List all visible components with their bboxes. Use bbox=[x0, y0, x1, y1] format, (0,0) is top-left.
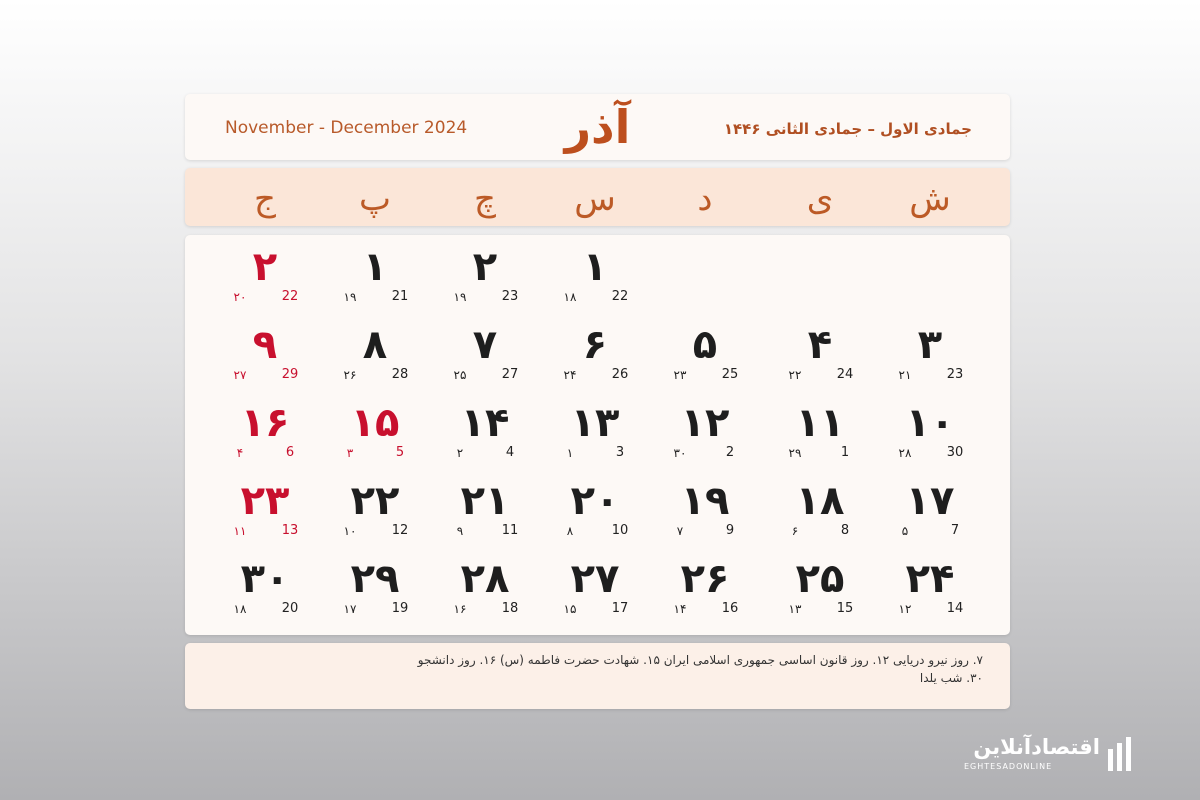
hijri-day-number: ۱۰ bbox=[343, 524, 357, 538]
hijri-day-number: ۱۸ bbox=[563, 290, 577, 304]
hijri-day-number: ۱۹ bbox=[343, 290, 357, 304]
day-cell bbox=[655, 547, 755, 625]
persian-day-number: ۲ bbox=[252, 244, 278, 290]
calendar-day-grid bbox=[185, 235, 1010, 635]
gregorian-day-number: 4 bbox=[505, 445, 515, 460]
gregorian-day-number: 26 bbox=[611, 367, 629, 382]
day-cell bbox=[435, 313, 535, 391]
hijri-day-number: ۲۸ bbox=[898, 446, 912, 460]
logo-bars-icon bbox=[1104, 735, 1148, 775]
day-cell bbox=[880, 469, 980, 547]
gregorian-day-number: 5 bbox=[395, 445, 405, 460]
hijri-day-number: ۱۴ bbox=[673, 602, 687, 616]
day-cell bbox=[655, 469, 755, 547]
gregorian-day-number: 24 bbox=[836, 367, 854, 382]
day-cell bbox=[325, 313, 425, 391]
persian-day-number: ۲۳ bbox=[240, 478, 290, 524]
gregorian-day-number: 10 bbox=[611, 523, 629, 538]
persian-day-number: ۲۲ bbox=[350, 478, 400, 524]
day-cell bbox=[215, 313, 315, 391]
gregorian-month-range: November - December 2024 bbox=[225, 118, 468, 138]
day-cell bbox=[325, 235, 425, 313]
gregorian-day-number: 20 bbox=[281, 601, 299, 616]
hijri-day-number: ۱۸ bbox=[233, 602, 247, 616]
hijri-day-number: ۱۵ bbox=[563, 602, 577, 616]
day-cell bbox=[325, 391, 425, 469]
day-cell bbox=[325, 547, 425, 625]
persian-day-number: ۱۲ bbox=[680, 400, 730, 446]
persian-day-number: ۹ bbox=[252, 322, 278, 368]
day-cell bbox=[545, 235, 645, 313]
hijri-month-range: جمادی الاول – جمادی الثانی ۱۴۴۶ bbox=[723, 120, 972, 138]
persian-day-number: ۷ bbox=[472, 322, 498, 368]
weekday-label: س bbox=[574, 179, 616, 219]
persian-day-number: ۴ bbox=[807, 322, 833, 368]
gregorian-day-number: 29 bbox=[281, 367, 299, 382]
persian-day-number: ۲۴ bbox=[905, 556, 955, 602]
persian-day-number: ۱۵ bbox=[350, 400, 400, 446]
day-cell bbox=[880, 313, 980, 391]
gregorian-day-number: 16 bbox=[721, 601, 739, 616]
hijri-day-number: ۱۱ bbox=[233, 524, 247, 538]
day-cell bbox=[880, 547, 980, 625]
hijri-day-number: ۵ bbox=[901, 524, 909, 538]
weekday-label: ی bbox=[806, 179, 834, 219]
persian-day-number: ۱۸ bbox=[795, 478, 845, 524]
gregorian-day-number: 27 bbox=[501, 367, 519, 382]
day-cell bbox=[770, 391, 870, 469]
holiday-note-line: ۷. روز نیرو دریایی ۱۲. روز قانون اساسی جمهوری اسلامی ایران ۱۵. شهادت حضرت فاطمه (س) ۱۶. روز دانشجو bbox=[417, 653, 983, 667]
persian-day-number: ۲۸ bbox=[460, 556, 510, 602]
day-cell bbox=[545, 547, 645, 625]
holiday-note-line: ۳۰. شب یلدا bbox=[919, 671, 983, 685]
persian-day-number: ۲۷ bbox=[570, 556, 620, 602]
holiday-notes bbox=[185, 643, 1010, 709]
day-cell bbox=[325, 469, 425, 547]
day-cell bbox=[435, 391, 535, 469]
persian-day-number: ۸ bbox=[362, 322, 388, 368]
day-cell bbox=[435, 235, 535, 313]
gregorian-day-number: 9 bbox=[725, 523, 735, 538]
day-cell bbox=[435, 469, 535, 547]
persian-day-number: ۲۹ bbox=[350, 556, 400, 602]
hijri-day-number: ۲۶ bbox=[343, 368, 357, 382]
gregorian-day-number: 12 bbox=[391, 523, 409, 538]
persian-day-number: ۲۱ bbox=[460, 478, 510, 524]
hijri-day-number: ۲۱ bbox=[898, 368, 912, 382]
weekday-label: چ bbox=[474, 179, 496, 219]
hijri-day-number: ۱ bbox=[566, 446, 574, 460]
gregorian-day-number: 21 bbox=[391, 289, 409, 304]
gregorian-day-number: 1 bbox=[840, 445, 850, 460]
gregorian-day-number: 30 bbox=[946, 445, 964, 460]
logo-name-en: EGHTESADONLINE bbox=[964, 762, 1053, 771]
day-cell bbox=[215, 469, 315, 547]
day-cell bbox=[770, 469, 870, 547]
weekday-header-row bbox=[185, 168, 1010, 226]
hijri-day-number: ۷ bbox=[676, 524, 684, 538]
day-cell bbox=[655, 313, 755, 391]
persian-day-number: ۲۵ bbox=[795, 556, 845, 602]
gregorian-day-number: 25 bbox=[721, 367, 739, 382]
hijri-day-number: ۹ bbox=[456, 524, 464, 538]
hijri-day-number: ۴ bbox=[236, 446, 244, 460]
weekday-label: ش bbox=[909, 179, 951, 219]
gregorian-day-number: 7 bbox=[950, 523, 960, 538]
persian-day-number: ۱۶ bbox=[240, 400, 290, 446]
persian-day-number: ۲ bbox=[472, 244, 498, 290]
hijri-day-number: ۱۲ bbox=[898, 602, 912, 616]
hijri-day-number: ۸ bbox=[566, 524, 574, 538]
gregorian-day-number: 28 bbox=[391, 367, 409, 382]
hijri-day-number: ۲ bbox=[456, 446, 464, 460]
hijri-day-number: ۲۰ bbox=[233, 290, 247, 304]
day-cell bbox=[880, 391, 980, 469]
persian-day-number: ۱۷ bbox=[905, 478, 955, 524]
gregorian-day-number: 22 bbox=[611, 289, 629, 304]
gregorian-day-number: 2 bbox=[725, 445, 735, 460]
logo-name-fa: اقتصادآنلاین bbox=[973, 735, 1100, 759]
gregorian-day-number: 23 bbox=[946, 367, 964, 382]
day-cell bbox=[215, 547, 315, 625]
gregorian-day-number: 22 bbox=[281, 289, 299, 304]
persian-day-number: ۵ bbox=[692, 322, 718, 368]
persian-day-number: ۶ bbox=[582, 322, 608, 368]
gregorian-day-number: 11 bbox=[501, 523, 519, 538]
day-cell bbox=[215, 391, 315, 469]
day-cell bbox=[770, 547, 870, 625]
hijri-day-number: ۱۶ bbox=[453, 602, 467, 616]
gregorian-day-number: 13 bbox=[281, 523, 299, 538]
gregorian-day-number: 17 bbox=[611, 601, 629, 616]
hijri-day-number: ۲۴ bbox=[563, 368, 577, 382]
gregorian-day-number: 19 bbox=[391, 601, 409, 616]
hijri-day-number: ۳۰ bbox=[673, 446, 687, 460]
calendar-header bbox=[185, 94, 1010, 160]
gregorian-day-number: 3 bbox=[615, 445, 625, 460]
persian-day-number: ۱۱ bbox=[795, 400, 845, 446]
persian-day-number: ۱ bbox=[362, 244, 388, 290]
persian-month-title: آذر bbox=[564, 100, 631, 154]
gregorian-day-number: 15 bbox=[836, 601, 854, 616]
weekday-label: ج bbox=[254, 179, 276, 219]
persian-day-number: ۱۰ bbox=[905, 400, 955, 446]
weekday-label: پ bbox=[358, 179, 391, 219]
hijri-day-number: ۶ bbox=[791, 524, 799, 538]
gregorian-day-number: 6 bbox=[285, 445, 295, 460]
hijri-day-number: ۱۷ bbox=[343, 602, 357, 616]
persian-day-number: ۱۴ bbox=[460, 400, 510, 446]
day-cell bbox=[770, 313, 870, 391]
persian-day-number: ۲۰ bbox=[570, 478, 620, 524]
weekday-label: د bbox=[697, 179, 713, 219]
day-cell bbox=[435, 547, 535, 625]
hijri-day-number: ۳ bbox=[346, 446, 354, 460]
hijri-day-number: ۲۵ bbox=[453, 368, 467, 382]
hijri-day-number: ۱۳ bbox=[788, 602, 802, 616]
day-cell bbox=[655, 391, 755, 469]
persian-day-number: ۱ bbox=[582, 244, 608, 290]
hijri-day-number: ۱۹ bbox=[453, 290, 467, 304]
persian-day-number: ۲۶ bbox=[680, 556, 730, 602]
hijri-day-number: ۲۷ bbox=[233, 368, 247, 382]
day-cell bbox=[545, 469, 645, 547]
gregorian-day-number: 14 bbox=[946, 601, 964, 616]
publisher-logo bbox=[960, 733, 1148, 775]
persian-day-number: ۱۳ bbox=[570, 400, 620, 446]
hijri-day-number: ۲۹ bbox=[788, 446, 802, 460]
gregorian-day-number: 18 bbox=[501, 601, 519, 616]
gregorian-day-number: 8 bbox=[840, 523, 850, 538]
day-cell bbox=[215, 235, 315, 313]
gregorian-day-number: 23 bbox=[501, 289, 519, 304]
hijri-day-number: ۲۳ bbox=[673, 368, 687, 382]
hijri-day-number: ۲۲ bbox=[788, 368, 802, 382]
persian-day-number: ۳۰ bbox=[240, 556, 290, 602]
day-cell bbox=[545, 391, 645, 469]
day-cell bbox=[545, 313, 645, 391]
persian-day-number: ۱۹ bbox=[680, 478, 730, 524]
persian-day-number: ۳ bbox=[917, 322, 943, 368]
